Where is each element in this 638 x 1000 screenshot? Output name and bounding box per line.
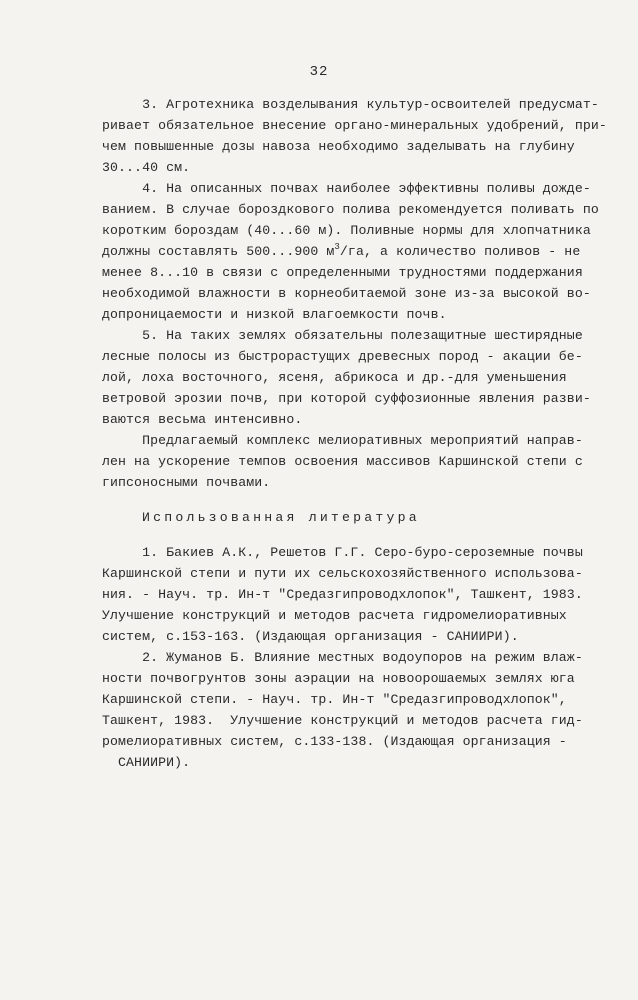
reference-line: Ташкент, 1983. Улучшение конструкций и методов расчета гид- <box>102 713 583 728</box>
text-line: ванием. В случае бороздкового полива рекомендуется поливать по <box>102 202 599 217</box>
text-line: ваются весьма интенсивно. <box>102 412 303 427</box>
text-line: 3. Агротехника возделывания культур-освоителей предусмат- <box>102 97 599 112</box>
superscript: 3 <box>334 241 340 252</box>
text-line: лен на ускорение темпов освоения массивов Каршинской степи с <box>102 454 583 469</box>
reference-line: 2. Жуманов Б. Влияние местных водоупоров на режим влаж- <box>102 650 583 665</box>
text-line: менее 8...10 в связи с определенными трудностями поддержания <box>102 265 583 280</box>
text-line: Предлагаемый комплекс мелиоративных мероприятий направ- <box>102 433 583 448</box>
reference-line: ния. - Науч. тр. Ин-т "Средазгипроводхлопок", Ташкент, 1983. <box>102 587 583 602</box>
reference-line: Улучшение конструкций и методов расчета гидромелиоративных <box>102 608 567 623</box>
text-line: чем повышенные дозы навоза необходимо заделывать на глубину <box>102 139 575 154</box>
text-line-with-superscript <box>102 241 602 262</box>
reference-line: ности почвогрунтов зоны аэрации на новоорошаемых землях юга <box>102 671 575 686</box>
text-line: лой, лоха восточного, ясеня, абрикоса и др.-для уменьшения <box>102 370 567 385</box>
text-line: допроницаемости и низкой влагоемкости почв. <box>102 307 447 322</box>
text-fragment: должны составлять 500...900 м <box>102 244 335 259</box>
text-line: необходимой влажности в корнеобитаемой зоне из-за высокой во- <box>102 286 591 301</box>
reference-line: 1. Бакиев А.К., Решетов Г.Г. Серо-буро-сероземные почвы <box>102 545 583 560</box>
text-line: 5. На таких землях обязательны полезащитные шестирядные <box>102 328 583 343</box>
reference-line: Каршинской степи. - Науч. тр. Ин-т "Средазгипроводхлопок", <box>102 692 567 707</box>
text-line: коротким бороздам (40...60 м). Поливные нормы для хлопчатника <box>102 223 591 238</box>
reference-line: Каршинской степи и пути их сельскохозяйственного использова- <box>102 566 583 581</box>
text-line: гипсоносными почвами. <box>102 475 271 490</box>
text-line: лесные полосы из быстрорастущих древесных пород - акации бе- <box>102 349 583 364</box>
text-line: 4. На описанных почвах наиболее эффективны поливы дожде- <box>102 181 591 196</box>
text-fragment: /га, а количество поливов - не <box>339 244 581 259</box>
text-line: ривает обязательное внесение органо-минеральных удобрений, при- <box>102 118 607 133</box>
reference-line: САНИИРИ). <box>102 755 191 770</box>
reference-line: систем, с.153-163. (Издающая организация - САНИИРИ). <box>102 629 519 644</box>
page-number: 32 <box>309 64 329 80</box>
text-line: 30...40 см. <box>102 160 191 175</box>
reference-line: ромелиоративных систем, с.133-138. (Издающая организация - <box>102 734 567 749</box>
references-heading: Использованная литература <box>142 510 420 525</box>
text-line: ветровой эрозии почв, при которой суффозионные явления разви- <box>102 391 591 406</box>
body-text <box>102 94 607 773</box>
